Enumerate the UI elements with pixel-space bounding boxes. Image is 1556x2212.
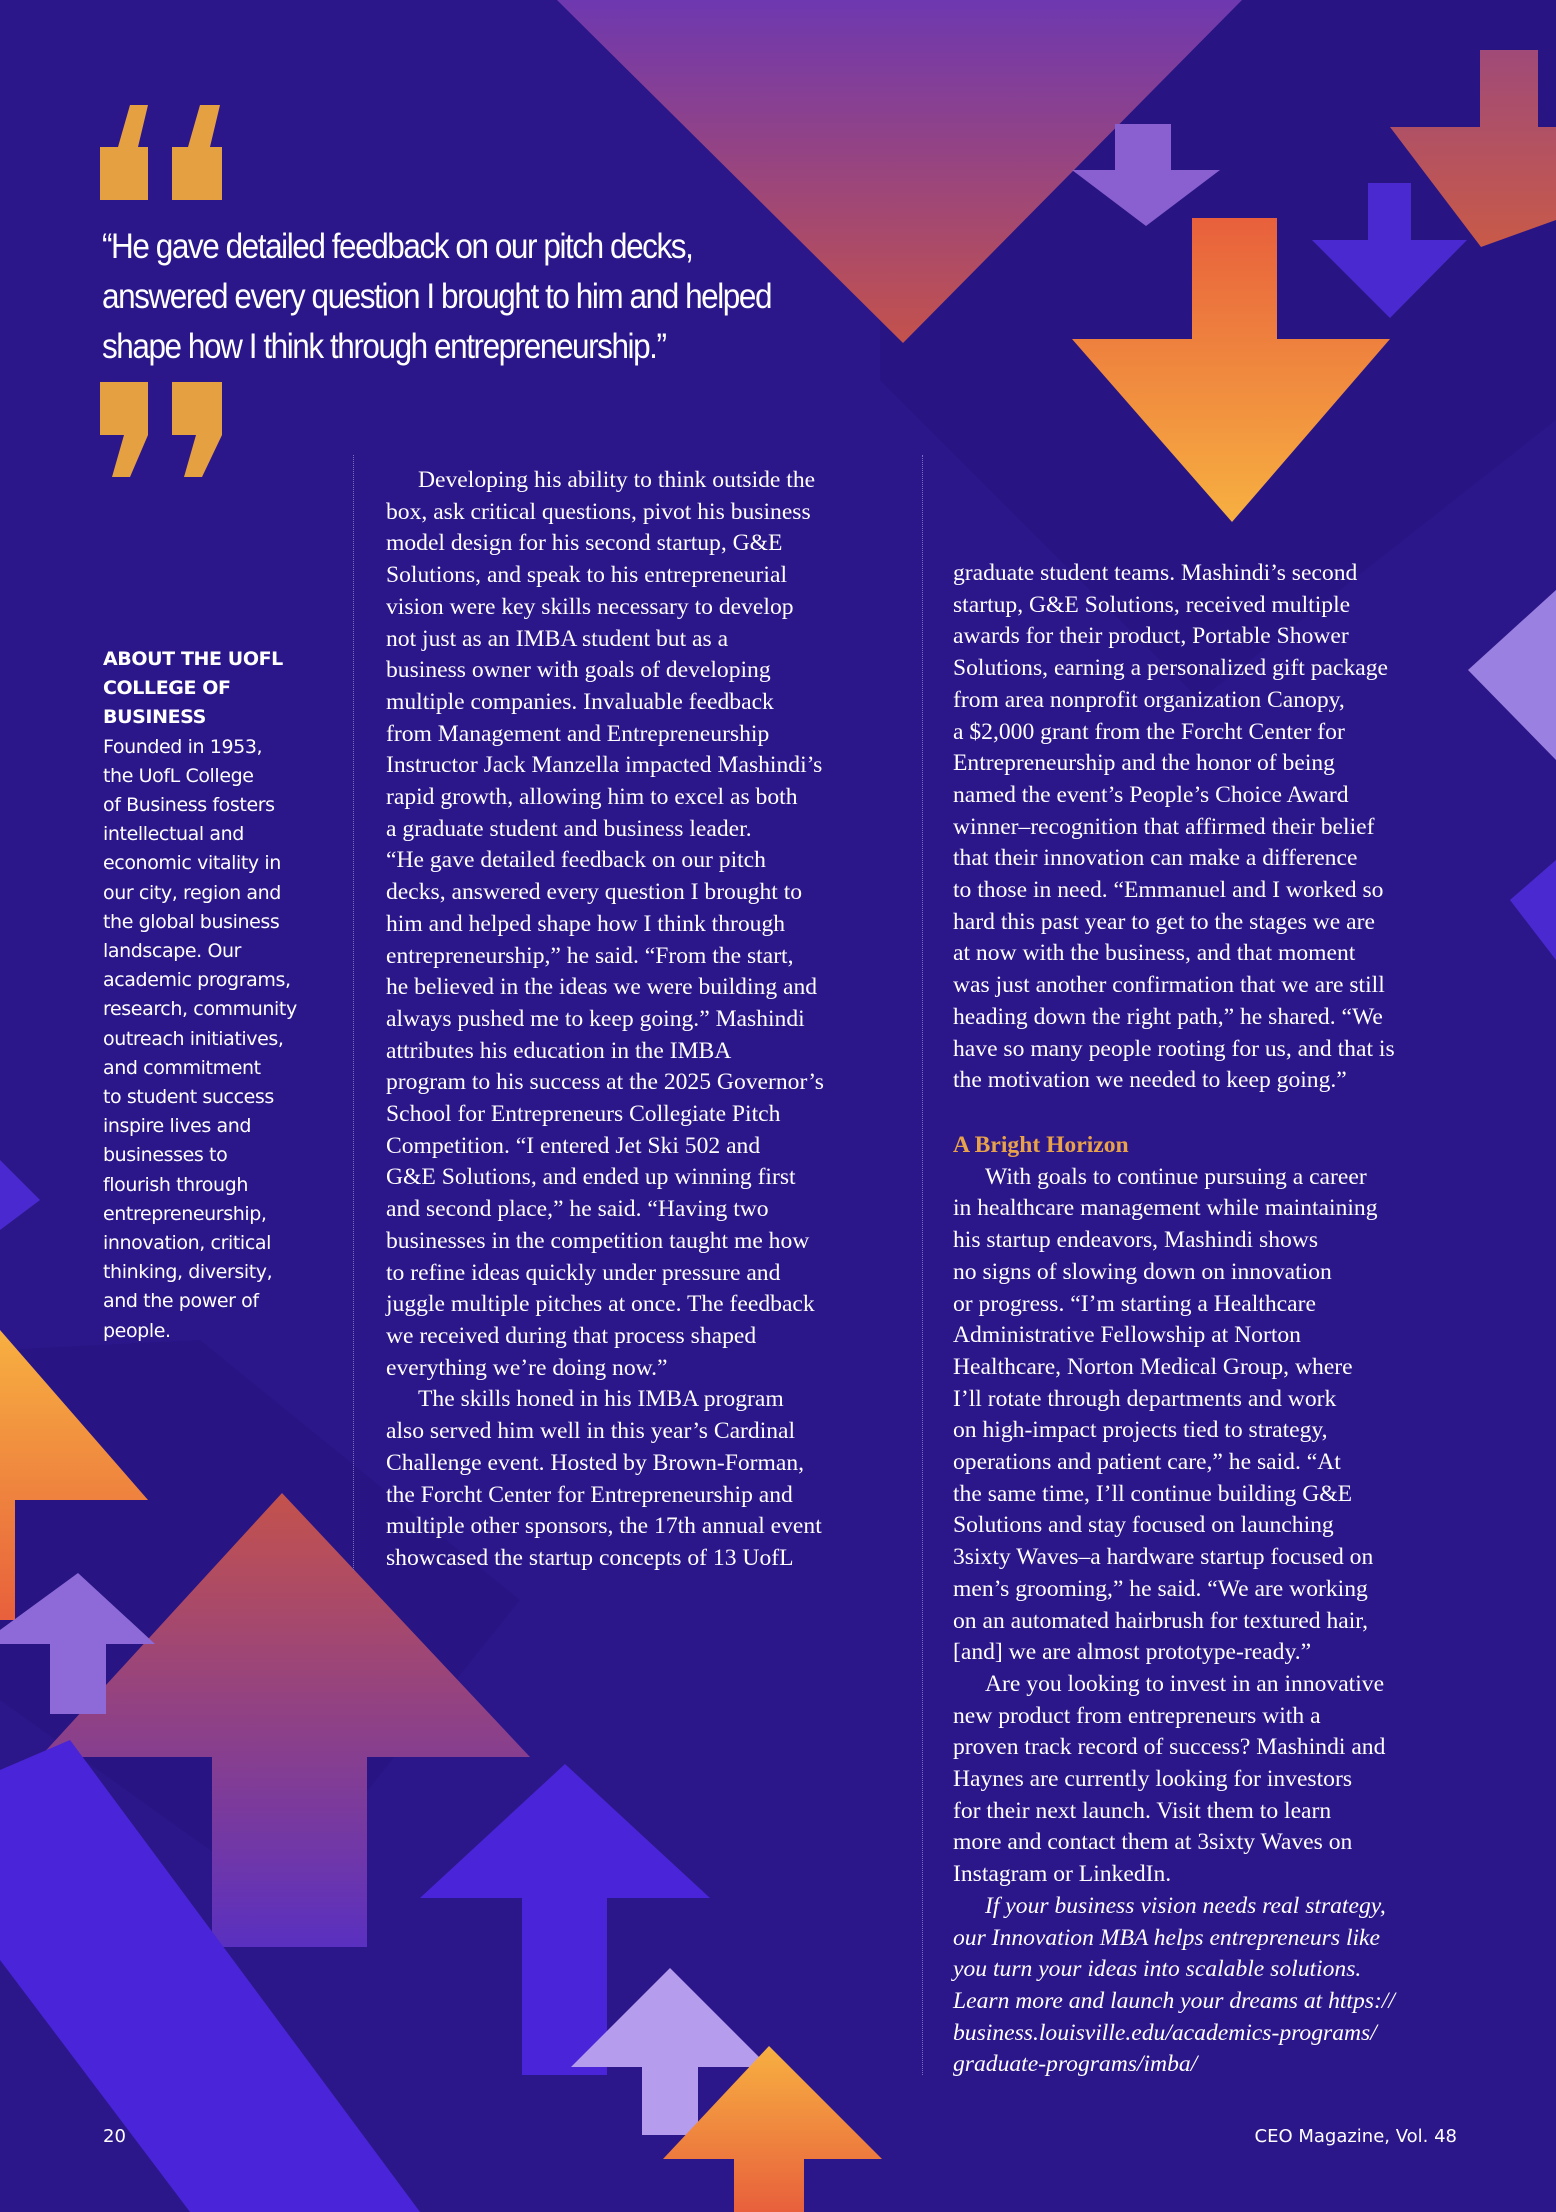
text-line: business owner with goals of developing [386, 657, 771, 684]
text-line: attributes his education in the IMBA [386, 1037, 732, 1064]
text-line: was just another confirmation that we are still [953, 972, 1385, 999]
text-line: the Forcht Center for Entrepreneurship and [386, 1481, 793, 1508]
paragraph [386, 465, 824, 1384]
text-line: Challenge event. Hosted by Brown-Forman, [386, 1449, 805, 1476]
pull-quote-line: “He gave detailed feedback on our pitch decks, [102, 227, 693, 266]
sidebar-body-line: the UofL College [103, 764, 254, 787]
text-line: proven track record of success? Mashindi and [953, 1734, 1386, 1761]
page-number: 20 [103, 2126, 126, 2147]
edge-shape-left [0, 1160, 40, 1230]
text-line: G&E Solutions, and ended up winning first [386, 1164, 796, 1191]
text-line: showcased the startup concepts of 13 UofL [386, 1544, 794, 1571]
text-line: model design for his second startup, G&E [386, 530, 783, 557]
text-line: Healthcare, Norton Medical Group, where [953, 1353, 1353, 1380]
text-line: no signs of slowing down on innovation [953, 1258, 1332, 1285]
section-heading [953, 1130, 1395, 1162]
sidebar-body-line: economic vitality in [103, 852, 281, 875]
text-line: our Innovation MBA helps entrepreneurs like [953, 1924, 1381, 1951]
sidebar-body-line: people. [103, 1319, 171, 1342]
text-line: at now with the business, and that moment [953, 940, 1356, 967]
sidebar-body-line: Founded in 1953, [103, 735, 263, 758]
text-line: multiple companies. Invaluable feedback [386, 688, 774, 715]
text-line: also served him well in this year’s Cardinal [386, 1418, 796, 1445]
text-line: for their next launch. Visit them to learn [953, 1797, 1332, 1824]
sidebar-body-line: thinking, diversity, [103, 1261, 273, 1284]
text-line: I’ll rotate through departments and work [953, 1385, 1337, 1412]
sidebar-body-line: and commitment [103, 1056, 261, 1079]
sidebar-body-line: outreach initiatives, [103, 1027, 284, 1050]
sidebar-body-line: of Business fosters [103, 794, 275, 817]
sidebar-heading-line: BUSINESS [103, 706, 206, 729]
text-line: rapid growth, allowing him to excel as both [386, 784, 798, 811]
text-line: Administrative Fellowship at Norton [953, 1322, 1301, 1349]
text-line: Developing his ability to think outside the [418, 467, 816, 493]
paragraph [953, 1669, 1395, 1891]
sidebar-body-line: landscape. Our [103, 940, 242, 963]
article-column-1 [386, 465, 824, 1575]
text-line: or progress. “I’m starting a Healthcare [953, 1290, 1316, 1317]
text-line: heading down the right path,” he shared. “We [953, 1003, 1383, 1030]
text-line: Competition. “I entered Jet Ski 502 and [386, 1132, 761, 1159]
text-line: winner–recognition that affirmed their belief [953, 813, 1375, 840]
sidebar-body-line: to student success [103, 1086, 274, 1109]
text-line: If your business vision needs real strategy, [985, 1892, 1386, 1919]
text-line: have so many people rooting for us, and that is [953, 1035, 1395, 1062]
sidebar-heading-line: ABOUT THE UOFL [103, 648, 283, 670]
text-line: vision were key skills necessary to develop [386, 593, 794, 620]
text-line: in healthcare management while maintaining [953, 1195, 1378, 1222]
text-line: men’s grooming,” he said. “We are working [953, 1575, 1368, 1602]
text-line: A Bright Horizon [953, 1132, 1129, 1158]
text-line: a $2,000 grant from the Forcht Center for [953, 718, 1345, 745]
text-line: everything we’re doing now.” [386, 1354, 668, 1381]
sidebar-body-line: inspire lives and [103, 1115, 252, 1138]
sidebar-body-line: flourish through [103, 1173, 248, 1196]
text-line: Are you looking to invest in an innovative [985, 1670, 1385, 1697]
article-column-2-top [953, 558, 1395, 1097]
sidebar-body-line: entrepreneurship, [103, 1202, 267, 1225]
sidebar-body-line: academic programs, [103, 969, 291, 992]
text-line: graduate student teams. Mashindi’s second [953, 560, 1358, 586]
text-line: new product from entrepreneurs with a [953, 1702, 1321, 1729]
sidebar-body-line: businesses to [103, 1144, 228, 1167]
paragraph [953, 1891, 1395, 2081]
sidebar-heading-line: COLLEGE OF [103, 677, 231, 700]
paragraph [953, 1162, 1395, 1669]
sidebar-body-line: the global business [103, 910, 280, 933]
text-line: awards for their product, Portable Shower [953, 623, 1349, 650]
column-divider [353, 455, 354, 1570]
text-line: entrepreneurship,” he said. “From the start, [386, 942, 794, 969]
text-line: The skills honed in his IMBA program [418, 1386, 784, 1413]
text-line: “He gave detailed feedback on our pitch [386, 847, 766, 874]
text-line: him and helped shape how I think through [386, 910, 786, 937]
text-line: you turn your ideas into scalable solutions. [953, 1956, 1362, 1983]
text-line: School for Entrepreneurs Collegiate Pitch [386, 1101, 781, 1128]
text-line: 3sixty Waves–a hardware startup focused on [953, 1544, 1374, 1571]
text-line: not just as an IMBA student but as a [386, 625, 729, 652]
text-line: startup, G&E Solutions, received multiple [953, 591, 1351, 618]
text-line: from area nonprofit organization Canopy, [953, 686, 1345, 713]
close-quote-icon [100, 382, 225, 482]
text-line: more and contact them at 3sixty Waves on [953, 1829, 1353, 1856]
text-line: juggle multiple pitches at once. The feedback [386, 1291, 815, 1318]
sidebar-body-line: our city, region and [103, 881, 281, 904]
sidebar-body-line: innovation, critical [103, 1232, 271, 1255]
sidebar-body-line: and the power of [103, 1290, 259, 1313]
text-line: program to his success at the 2025 Governor’s [386, 1069, 824, 1096]
open-quote-icon [100, 105, 225, 205]
text-line: that their innovation can make a difference [953, 845, 1358, 872]
text-line: the motivation we needed to keep going.” [953, 1067, 1347, 1094]
text-line: graduate-programs/imba/ [953, 2051, 1198, 2078]
text-line: on an automated hairbrush for textured hair, [953, 1607, 1369, 1634]
text-line: With goals to continue pursuing a career [985, 1163, 1367, 1190]
pull-quote [102, 222, 772, 372]
text-line: his startup endeavors, Mashindi shows [953, 1227, 1319, 1254]
text-line: and second place,” he said. “Having two [386, 1196, 769, 1223]
text-line: [and] we are almost prototype-ready.” [953, 1639, 1312, 1666]
text-line: to those in need. “Emmanuel and I worked so [953, 877, 1384, 904]
text-line: always pushed me to keep going.” Mashindi [386, 1005, 805, 1032]
text-line: a graduate student and business leader. [386, 815, 752, 842]
sidebar-body-line: intellectual and [103, 823, 244, 846]
publication-name: CEO Magazine, Vol. 48 [1254, 2126, 1457, 2147]
pull-quote-line: shape how I think through entrepreneurship.” [102, 327, 666, 366]
text-line: from Management and Entrepreneurship [386, 720, 770, 747]
text-line: business.louisville.edu/academics-programs/ [953, 2019, 1377, 2046]
text-line: Instructor Jack Manzella impacted Mashindi’s [386, 752, 823, 779]
sidebar-body-line: research, community [103, 998, 297, 1021]
text-line: on high-impact projects tied to strategy, [953, 1417, 1328, 1444]
text-line: multiple other sponsors, the 17th annual event [386, 1513, 822, 1540]
text-line: businesses in the competition taught me how [386, 1227, 810, 1254]
text-line: operations and patient care,” he said. “At [953, 1449, 1341, 1476]
text-line: Instagram or LinkedIn. [953, 1861, 1172, 1888]
article-column-2-bottom [953, 1130, 1395, 2081]
text-line: to refine ideas quickly under pressure and [386, 1259, 781, 1286]
paragraph [953, 558, 1395, 1097]
text-line: Entrepreneurship and the honor of being [953, 750, 1335, 777]
pull-quote-line: answered every question I brought to him and helped [102, 277, 772, 316]
column-divider [922, 455, 923, 2075]
text-line: named the event’s People’s Choice Award [953, 781, 1349, 808]
text-line: Solutions, earning a personalized gift package [953, 655, 1389, 682]
edge-shape-blue [1510, 860, 1556, 960]
about-sidebar [103, 645, 333, 1346]
text-line: Learn more and launch your dreams at https:// [953, 1987, 1395, 2014]
text-line: the same time, I’ll continue building G&E [953, 1480, 1353, 1507]
text-line: he believed in the ideas we were building and [386, 974, 818, 1001]
text-line: box, ask critical questions, pivot his business [386, 498, 811, 525]
text-line: decks, answered every question I brought to [386, 879, 803, 906]
text-line: Solutions, and speak to his entrepreneurial [386, 562, 788, 589]
text-line: hard this past year to get to the stages we are [953, 908, 1375, 935]
paragraph [386, 1384, 824, 1574]
text-line: Haynes are currently looking for investors [953, 1766, 1353, 1793]
text-line: Solutions and stay focused on launching [953, 1512, 1334, 1539]
text-line: we received during that process shaped [386, 1322, 757, 1349]
diamond-lilac [1468, 590, 1556, 760]
